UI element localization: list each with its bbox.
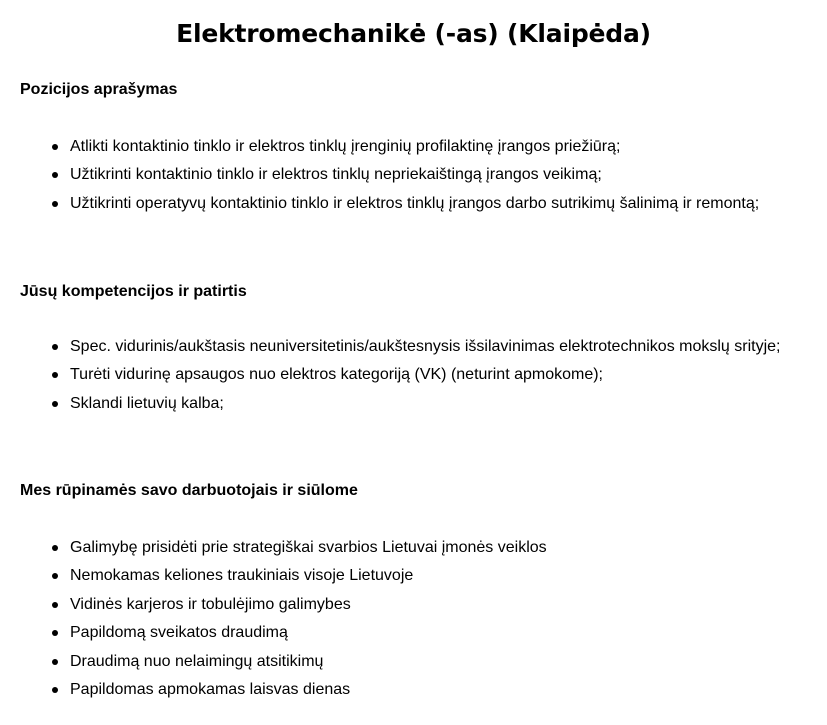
list-item: Užtikrinti operatyvų kontaktinio tinklo ir elektros tinklų įrangos darbo sutrikimų šalinimą ir remontą; [70, 190, 800, 218]
bullet-icon [52, 687, 58, 693]
list-item: Atlikti kontaktinio tinklo ir elektros tinklų įrenginių profilaktinę įrangos priežiūrą; [70, 133, 800, 161]
bullet-icon [52, 630, 58, 636]
list-item: Papildomas apmokamas laisvas dienas [70, 676, 800, 704]
bullet-icon [52, 401, 58, 407]
bullet-icon [52, 573, 58, 579]
list-item: Galimybę prisidėti prie strategiškai svarbios Lietuvai įmonės veiklos [70, 534, 800, 562]
bullet-icon [52, 344, 58, 350]
bullet-icon [52, 602, 58, 608]
list-item: Papildomą sveikatos draudimą [70, 619, 800, 647]
list-item: Turėti vidurinę apsaugos nuo elektros kategoriją (VK) (neturint apmokome); [70, 361, 800, 389]
page-title: Elektromechanikė (-as) (Klaipėda) [176, 19, 651, 48]
position-description-list [70, 133, 800, 218]
section-heading-position-description: Pozicijos aprašymas [20, 81, 178, 98]
list-item: Nemokamas keliones traukiniais visoje Lietuvoje [70, 562, 800, 590]
bullet-icon [52, 201, 58, 207]
bullet-icon [52, 545, 58, 551]
list-item: Spec. vidurinis/aukštasis neuniversitetinis/aukštesnysis išsilavinimas elektrotechnikos mokslų srityje; [70, 333, 800, 361]
list-item: Užtikrinti kontaktinio tinklo ir elektros tinklų nepriekaištingą įrangos veikimą; [70, 161, 800, 189]
list-item: Draudimą nuo nelaimingų atsitikimų [70, 648, 800, 676]
list-item: Vidinės karjeros ir tobulėjimo galimybes [70, 591, 800, 619]
bullet-icon [52, 659, 58, 665]
benefits-list [70, 534, 800, 704]
bullet-icon [52, 172, 58, 178]
bullet-icon [52, 372, 58, 378]
section-heading-competencies: Jūsų kompetencijos ir patirtis [20, 283, 247, 300]
section-heading-benefits: Mes rūpinamės savo darbuotojais ir siūlome [20, 482, 358, 499]
bullet-icon [52, 144, 58, 150]
competencies-list [70, 333, 800, 418]
list-item: Sklandi lietuvių kalba; [70, 390, 800, 418]
